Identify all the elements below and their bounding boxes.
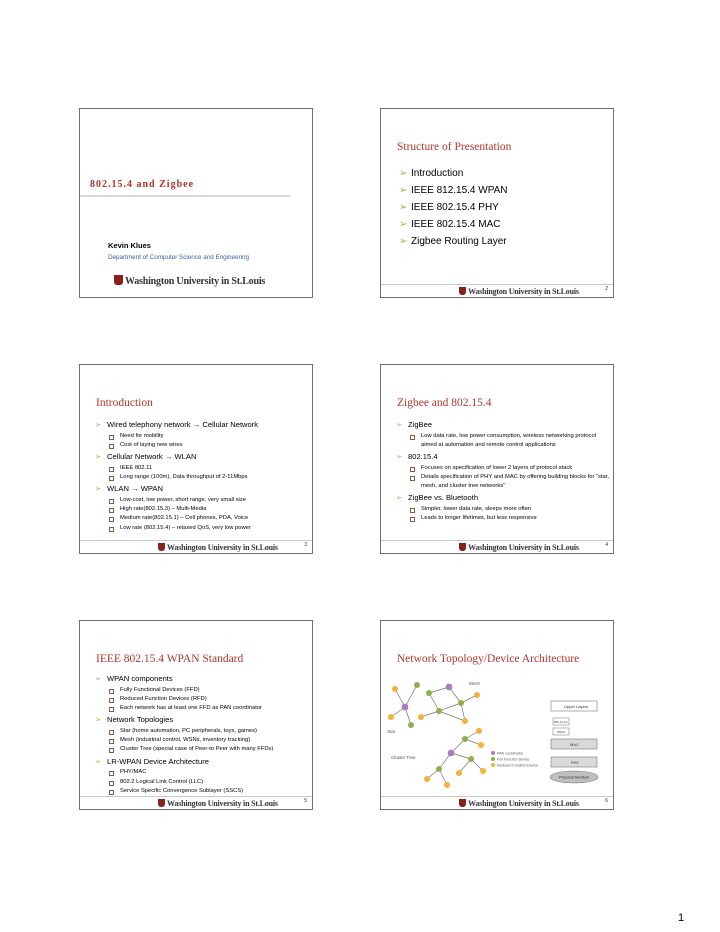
list-item: ➢ Network Topologies Star (home automation, PC peripherals, toys, games) Mesh (industrial control, WSNs, inventory tracking) Cluster Tree (special case of Peer-to Peer with many FFDs)	[95, 714, 309, 754]
sub-item: Each network has at least one FFD as PAN coordinator	[107, 704, 309, 713]
cluster-tree-label: Cluster Tree	[391, 755, 416, 760]
title-rule	[80, 195, 290, 197]
slide-number: 6	[605, 798, 608, 804]
sheet-page-number: 1	[678, 912, 685, 924]
sub-item: Low-cost, low power, short range, very small size	[107, 496, 309, 505]
sub-item: Fully Functional Devices (FFD)	[107, 686, 309, 695]
stack-phy-label: PHY	[571, 760, 580, 765]
sub-item: Long range (100m), Data throughput of 2-11Mbps	[107, 473, 309, 482]
footer-rule	[381, 540, 613, 541]
slide-title: Structure of Presentation	[397, 141, 512, 153]
footer-rule	[80, 540, 312, 541]
mesh-label: Mesh	[469, 681, 481, 686]
legend-item: Full Function Device	[497, 757, 530, 762]
slide-number: 3	[304, 542, 307, 548]
crest-icon	[158, 799, 165, 807]
sub-item: Simpler, lower data rate, sleeps more often	[408, 505, 610, 514]
university-logo: Washington University in St.Louis	[459, 287, 579, 296]
legend-item: Reduced Function Device	[497, 763, 539, 768]
slide-title: Network Topology/Device Architecture	[397, 653, 580, 665]
bullet-list	[399, 165, 508, 250]
sub-item: 802.2 Logical Link Control (LLC)	[107, 778, 309, 787]
sub-item: Leads to longer lifetimes, but less responsive	[408, 514, 610, 523]
crest-icon	[459, 287, 466, 295]
list-item: ➢ Introduction	[399, 165, 508, 182]
slide-number: 5	[304, 798, 307, 804]
footer-rule	[381, 796, 613, 797]
star-label: Star	[387, 729, 396, 734]
author-name: Kevin Klues	[108, 241, 151, 250]
list-item: ➢ WLAN → WPAN Low-cost, low power, short range, very small size High rate(802.15.3) – Multi-Media Medium rate(802.15.1) – Cell phones, PDA, Voice Low rate (802.15.4) – relaxed QoS, very low power	[95, 483, 309, 533]
list-item: ➢ Wired telephony network → Cellular Network Need for mobility Cost of laying new wires	[95, 419, 309, 450]
list-item: ➢ IEEE 802.15.4 MAC	[399, 216, 508, 233]
sub-item: Cost of laying new wires	[107, 441, 309, 450]
sub-item: Service Specific Convergence Sublayer (SSCS)	[107, 787, 309, 796]
crest-icon	[459, 799, 466, 807]
sub-item: PHY/MAC	[107, 768, 309, 777]
slide-title: Introduction	[96, 397, 153, 409]
sub-item: Cluster Tree (special case of Peer-to Peer with many FFDs)	[107, 745, 309, 754]
bullet-list	[95, 673, 309, 797]
list-item: ➢ IEEE 812.15.4 WPAN	[399, 182, 508, 199]
list-item: ➢ ZigBee vs. Bluetooth Simpler, lower data rate, sleeps more often Leads to longer lifetimes, but less responsive	[396, 492, 610, 523]
footer-rule	[80, 796, 312, 797]
sub-item: Low rate (802.15.4) – relaxed QoS, very low power	[107, 524, 309, 533]
legend	[491, 751, 538, 768]
sub-item: High rate(802.15.3) – Multi-Media	[107, 505, 309, 514]
sub-item: Star (home automation, PC peripherals, toys, games)	[107, 727, 309, 736]
stack-upper-label: Upper Layers	[564, 704, 589, 709]
bullet-list	[396, 419, 610, 525]
slide-2	[380, 108, 614, 298]
topology-diagram	[381, 673, 614, 803]
list-item: ➢ Zigbee Routing Layer	[399, 233, 508, 250]
stack-medium-label: Physical Medium	[559, 774, 590, 780]
sub-item: Medium rate(802.15.1) – Cell phones, PDA, Voice	[107, 514, 309, 523]
crest-icon	[114, 275, 123, 285]
protocol-stack	[550, 701, 598, 783]
stack-mac-label: MAC	[570, 742, 579, 747]
university-logo: Washington University in St.Louis	[459, 543, 579, 552]
department: Department of Computer Science and Engineering	[108, 254, 250, 261]
crest-icon	[158, 543, 165, 551]
slide-6	[380, 620, 614, 810]
slide-4	[380, 364, 614, 554]
stack-sscs-label: SSCS	[557, 730, 566, 734]
slide-title: Zigbee and 802.15.4	[397, 397, 492, 409]
slide-3	[79, 364, 313, 554]
list-item: ➢ LR-WPAN Device Architecture PHY/MAC 802.2 Logical Link Control (LLC) Service Specific Convergence Sublayer (SSCS)	[95, 756, 309, 796]
crest-icon	[459, 543, 466, 551]
sub-item: Details specification of PHY and MAC by offering building blocks for “star, mesh, and cluster tree networks”	[408, 473, 610, 492]
footer-rule	[381, 284, 613, 285]
university-logo: Washington University in St.Louis	[158, 543, 278, 552]
slide-number: 4	[605, 542, 608, 548]
list-item: ➢ Cellular Network → WLAN IEEE 802.11 Long range (100m), Data throughput of 2-11Mbps	[95, 451, 309, 482]
list-item: ➢ WPAN components Fully Functional Devices (FFD) Reduced Function Devices (RFD) Each network has at least one FFD as PAN coordinator	[95, 673, 309, 713]
sub-item: Focuses on specification of lower 2 layers of protocol stack	[408, 464, 610, 473]
slide-1	[79, 108, 313, 298]
slide-title: IEEE 802.15.4 WPAN Standard	[96, 653, 244, 665]
list-item: ➢ IEEE 802.15.4 PHY	[399, 199, 508, 216]
slide-number: 2	[605, 286, 608, 292]
sub-item: Low data rate, low power consumption, wireless networking protocol aimed at automation and remote control applications	[408, 432, 610, 451]
list-item: ➢ ZigBee Low data rate, low power consumption, wireless networking protocol aimed at automation and remote control applications	[396, 419, 610, 450]
sub-item: Need for mobility	[107, 432, 309, 441]
stack-llc-label: 802.2 LLC	[554, 720, 568, 724]
sub-item: Reduced Function Devices (RFD)	[107, 695, 309, 704]
legend-item: PAN coordinator	[497, 751, 524, 756]
slide-title: 802.15.4 and Zigbee	[90, 179, 195, 190]
university-logo: Washington University in St.Louis	[114, 275, 265, 287]
list-item: ➢ 802.15.4 Focuses on specification of lower 2 layers of protocol stack Details specification of PHY and MAC by offering building blocks for “star, mesh, and cluster tree networks”	[396, 451, 610, 491]
university-logo: Washington University in St.Louis	[158, 799, 278, 808]
slide-5	[79, 620, 313, 810]
bullet-list	[95, 419, 309, 534]
university-logo: Washington University in St.Louis	[459, 799, 579, 808]
sub-item: Mesh (industrial control, WSNs, inventory tracking)	[107, 736, 309, 745]
sub-item: IEEE 802.11	[107, 464, 309, 473]
